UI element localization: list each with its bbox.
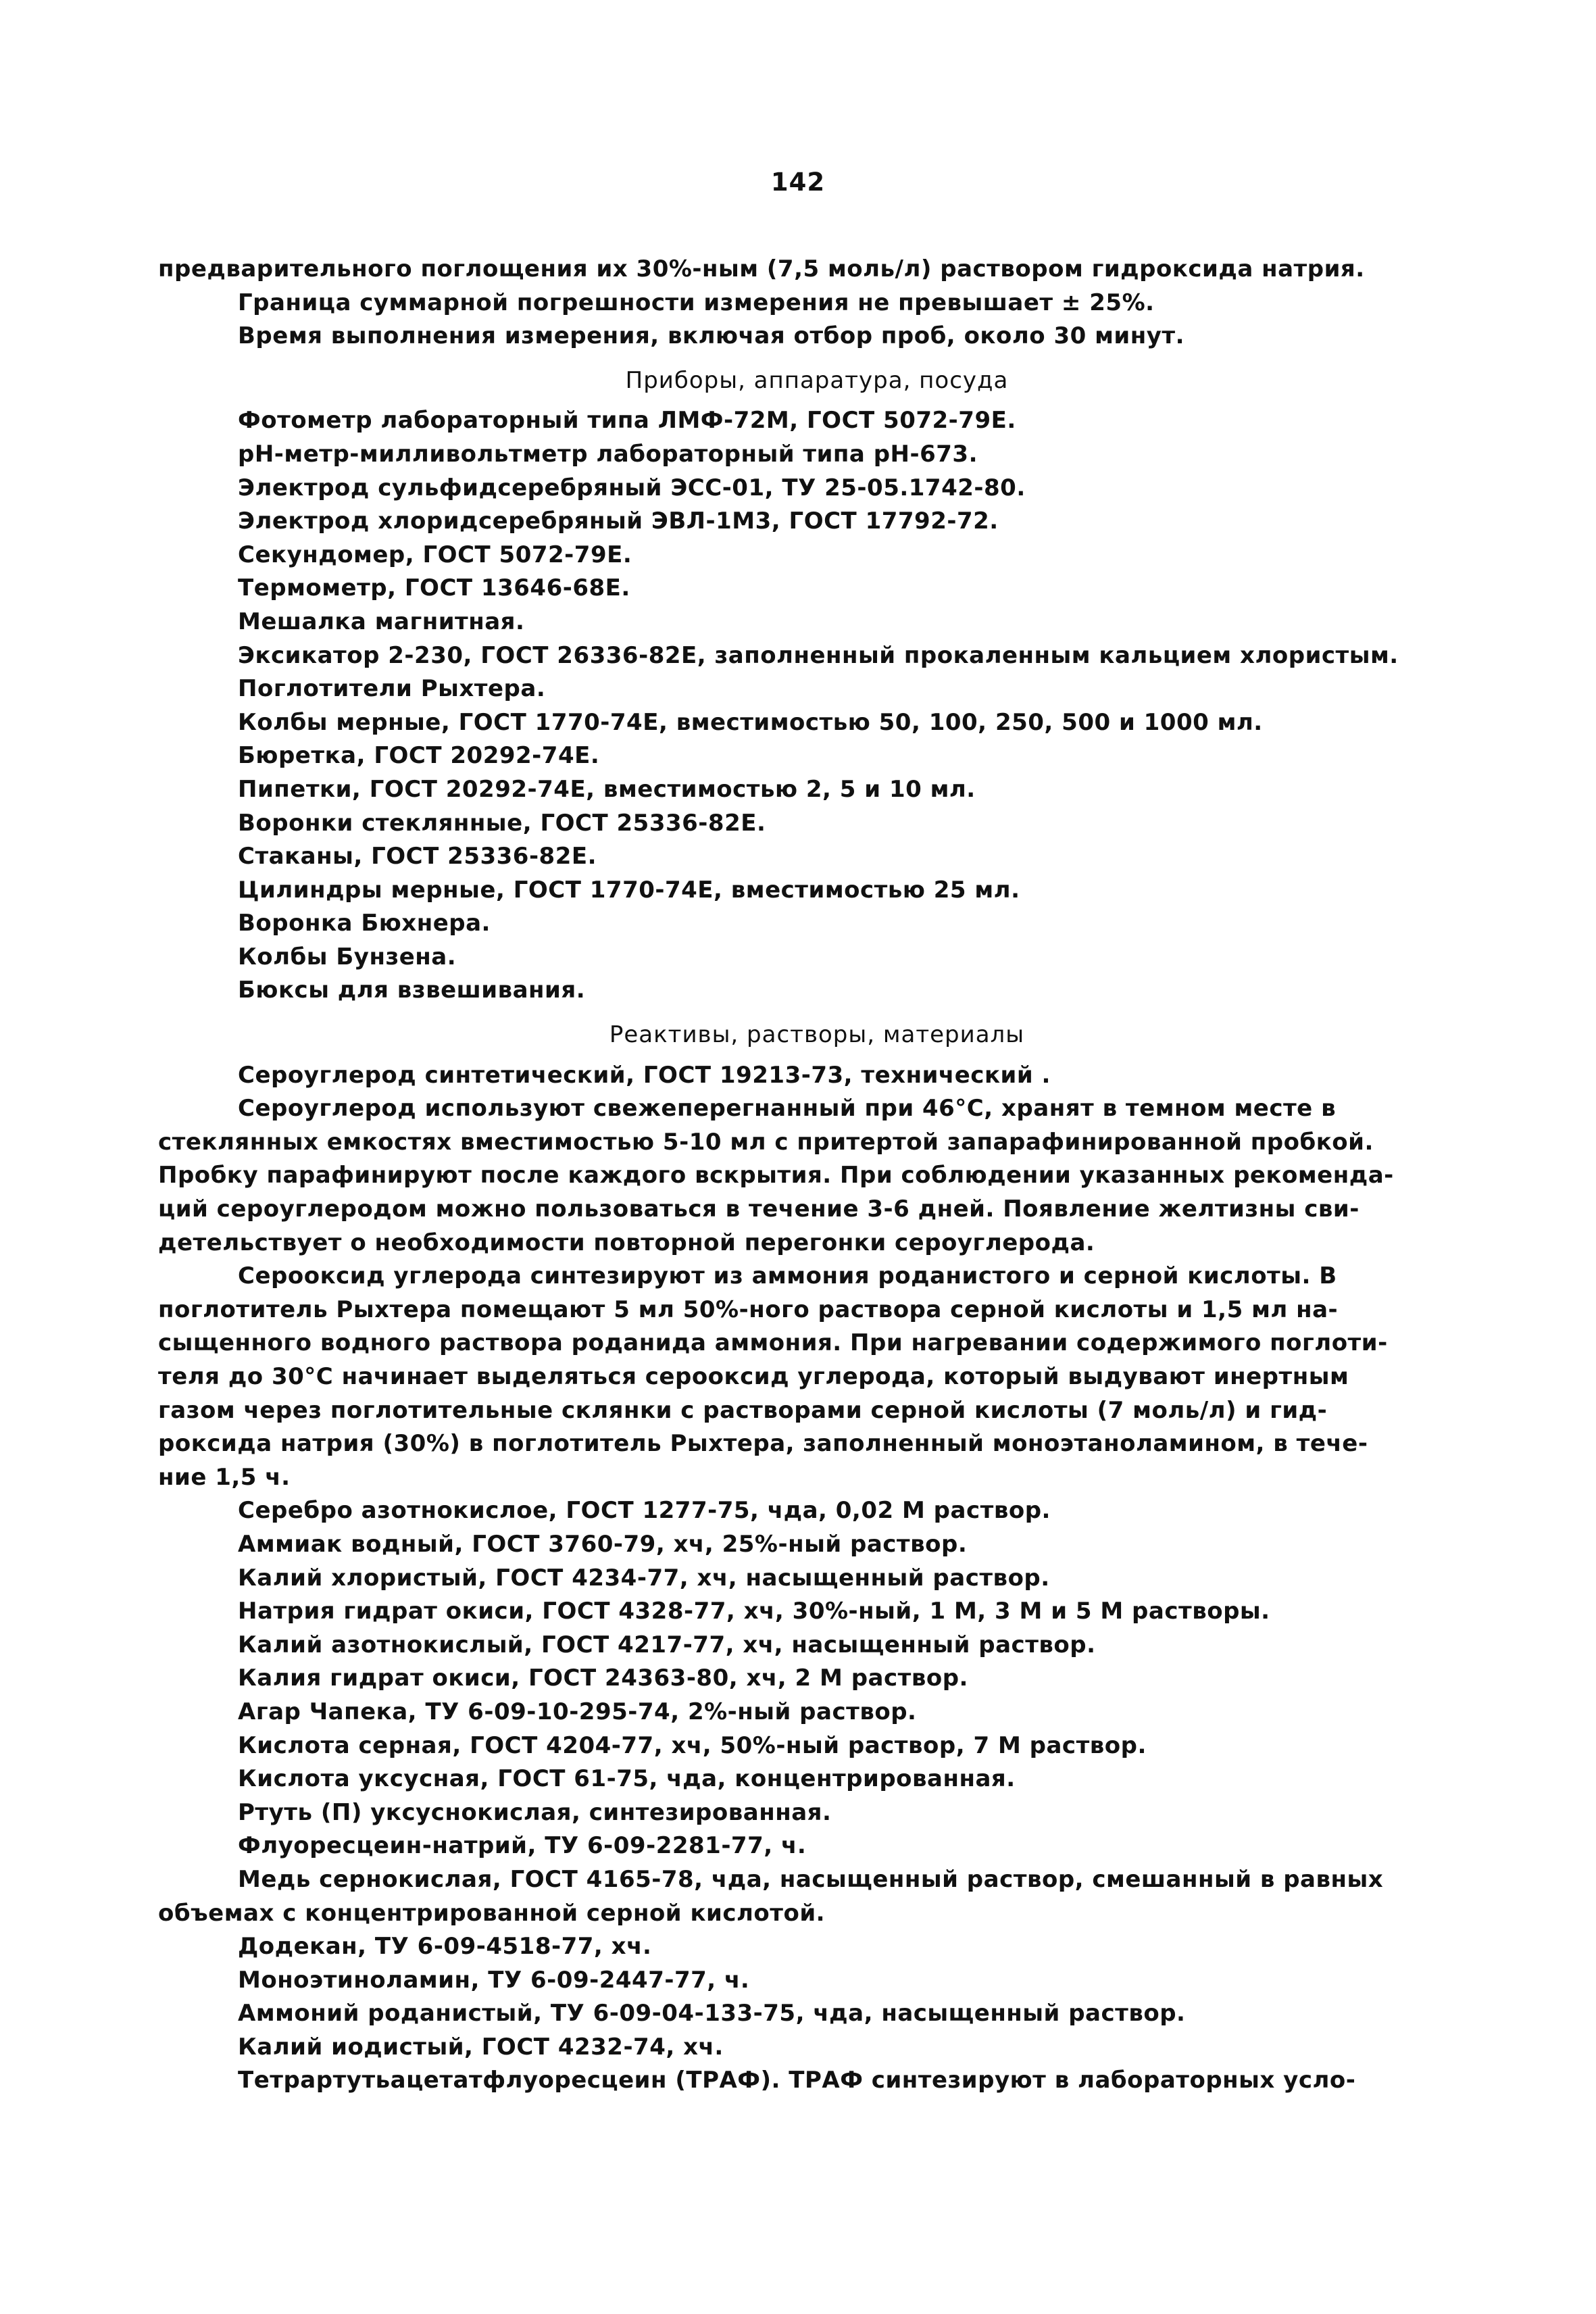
text-line: ние 1,5 ч. <box>158 1463 291 1491</box>
text-line: роксида натрия (30%) в поглотитель Рыхтера, заполненный моноэтаноламином, в тече- <box>158 1430 1368 1458</box>
list-item: Бюретка, ГОСТ 20292-74Е. <box>238 742 600 770</box>
list-item: Колбы мерные, ГОСТ 1770-74Е, вместимостью 50, 100, 250, 500 и 1000 мл. <box>238 708 1263 736</box>
text-line: Пробку парафинируют после каждого вскрытия. При соблюдении указанных рекоменда- <box>158 1162 1394 1189</box>
page-number: 142 <box>770 168 826 197</box>
list-item: Воронки стеклянные, ГОСТ 25336-82Е. <box>238 809 766 837</box>
list-item: Моноэтиноламин, ТУ 6-09-2447-77, ч. <box>238 1966 750 1994</box>
list-item: Воронка Бюхнера. <box>238 910 491 937</box>
list-item: Аммоний роданистый, ТУ 6-09-04-133-75, чда, насыщенный раствор. <box>238 2000 1186 2027</box>
list-item: Поглотители Рыхтера. <box>238 675 546 703</box>
list-item: Натрия гидрат окиси, ГОСТ 4328-77, хч, 30%-ный, 1 М, 3 М и 5 М растворы. <box>238 1598 1270 1625</box>
list-item: Калий азотнокислый, ГОСТ 4217-77, хч, насыщенный раствор. <box>238 1631 1096 1658</box>
list-item: pH-метр-милливольтметр лабораторный типа pH-673. <box>238 440 978 468</box>
list-item: Электрод хлоридсеребряный ЭВЛ-1М3, ГОСТ 17792-72. <box>238 508 999 535</box>
list-item: Серебро азотнокислое, ГОСТ 1277-75, чда, 0,02 М раствор. <box>238 1497 1051 1525</box>
text-line: поглотитель Рыхтера помещают 5 мл 50%-ного раствора серной кислоты и 1,5 мл на- <box>158 1296 1339 1323</box>
text-line: Сероуглерод используют свежеперегнанный при 46°С, хранят в темном месте в <box>238 1095 1337 1123</box>
list-item: Пипетки, ГОСТ 20292-74Е, вместимостью 2, 5 и 10 мл. <box>238 775 976 803</box>
text-line: детельствует о необходимости повторной перегонки сероуглерода. <box>158 1229 1095 1256</box>
list-item: Сероуглерод синтетический, ГОСТ 19213-73, технический . <box>238 1061 1051 1089</box>
list-item: Мешалка магнитная. <box>238 608 525 635</box>
list-item: Ртуть (П) уксуснокислая, синтезированная. <box>238 1798 832 1826</box>
section-heading-reagents: Реактивы, растворы, материалы <box>609 1021 1025 1049</box>
list-item: Флуоресцеин-натрий, ТУ 6-09-2281-77, ч. <box>238 1832 807 1860</box>
page-content <box>158 253 1476 2098</box>
text-line: объемах с концентрированной серной кислотой. <box>158 1899 826 1927</box>
list-item: Калия гидрат окиси, ГОСТ 24363-80, хч, 2 М раствор. <box>238 1665 968 1692</box>
list-item: Калий хлористый, ГОСТ 4234-77, хч, насыщенный раствор. <box>238 1564 1050 1592</box>
paragraph-cos <box>158 1260 1476 1494</box>
list-item: Цилиндры мерные, ГОСТ 1770-74Е, вместимостью 25 мл. <box>238 876 1020 904</box>
text-line: сыщенного водного раствора роданида аммония. При нагревании содержимого поглоти- <box>158 1329 1388 1357</box>
list-item: Эксикатор 2-230, ГОСТ 26336-82Е, заполненный прокаленным кальцием хлористым. <box>238 641 1399 669</box>
text-line: газом через поглотительные склянки с растворами серной кислоты (7 моль/л) и гид- <box>158 1396 1328 1424</box>
list-item: Аммиак водный, ГОСТ 3760-79, хч, 25%-ный раствор. <box>238 1530 968 1558</box>
list-item: Калий иодистый, ГОСТ 4232-74, хч. <box>238 2033 724 2061</box>
list-item: Агар Чапека, ТУ 6-09-10-295-74, 2%-ный раствор. <box>238 1698 917 1725</box>
section-heading-equipment: Приборы, аппаратура, посуда <box>625 366 1009 394</box>
list-item: Медь сернокислая, ГОСТ 4165-78, чда, насыщенный раствор, смешанный в равных <box>238 1865 1384 1893</box>
text-line: Время выполнения измерения, включая отбор проб, около 30 минут. <box>238 322 1184 350</box>
list-item: Бюксы для взвешивания. <box>238 977 586 1004</box>
list-item: Электрод сульфидсеребряный ЭСС-01, ТУ 25-05.1742-80. <box>238 474 1026 501</box>
text-line: теля до 30°С начинает выделяться серооксид углерода, который выдувают инертным <box>158 1363 1349 1390</box>
list-item: Додекан, ТУ 6-09-4518-77, хч. <box>238 1933 652 1961</box>
list-item: Секундомер, ГОСТ 5072-79Е. <box>238 541 632 568</box>
text-line: ций сероуглеродом можно пользоваться в течение 3-6 дней. Появление желтизны сви- <box>158 1196 1360 1223</box>
list-item: Термометр, ГОСТ 13646-68Е. <box>238 574 630 602</box>
equipment-list <box>158 404 1476 1008</box>
list-item: Тетрартутьацетатфлуоресцеин (ТРАФ). ТРАФ синтезируют в лабораторных усло- <box>238 2067 1356 2094</box>
text-line: стеклянных емкостях вместимостью 5-10 мл с притертой запарафинированной пробкой. <box>158 1128 1374 1156</box>
paragraph-cs2 <box>158 1092 1476 1260</box>
list-item: Кислота серная, ГОСТ 4204-77, хч, 50%-ный раствор, 7 М раствор. <box>238 1731 1147 1759</box>
text-line: Граница суммарной погрешности измерения не превышает ± 25%. <box>238 289 1155 316</box>
text-line: предварительного поглощения их 30%-ным (7,5 моль/л) раствором гидроксида натрия. <box>158 255 1365 282</box>
reagents-list <box>158 1494 1476 2098</box>
list-item: Кислота уксусная, ГОСТ 61-75, чда, концентрированная. <box>238 1765 1016 1793</box>
text-line: Серооксид углерода синтезируют из аммония роданистого и серной кислоты. В <box>238 1262 1337 1290</box>
list-item: Стаканы, ГОСТ 25336-82Е. <box>238 843 597 870</box>
list-item: Колбы Бунзена. <box>238 943 457 970</box>
list-item: Фотометр лабораторный типа ЛМФ-72М, ГОСТ 5072-79Е. <box>238 407 1016 435</box>
